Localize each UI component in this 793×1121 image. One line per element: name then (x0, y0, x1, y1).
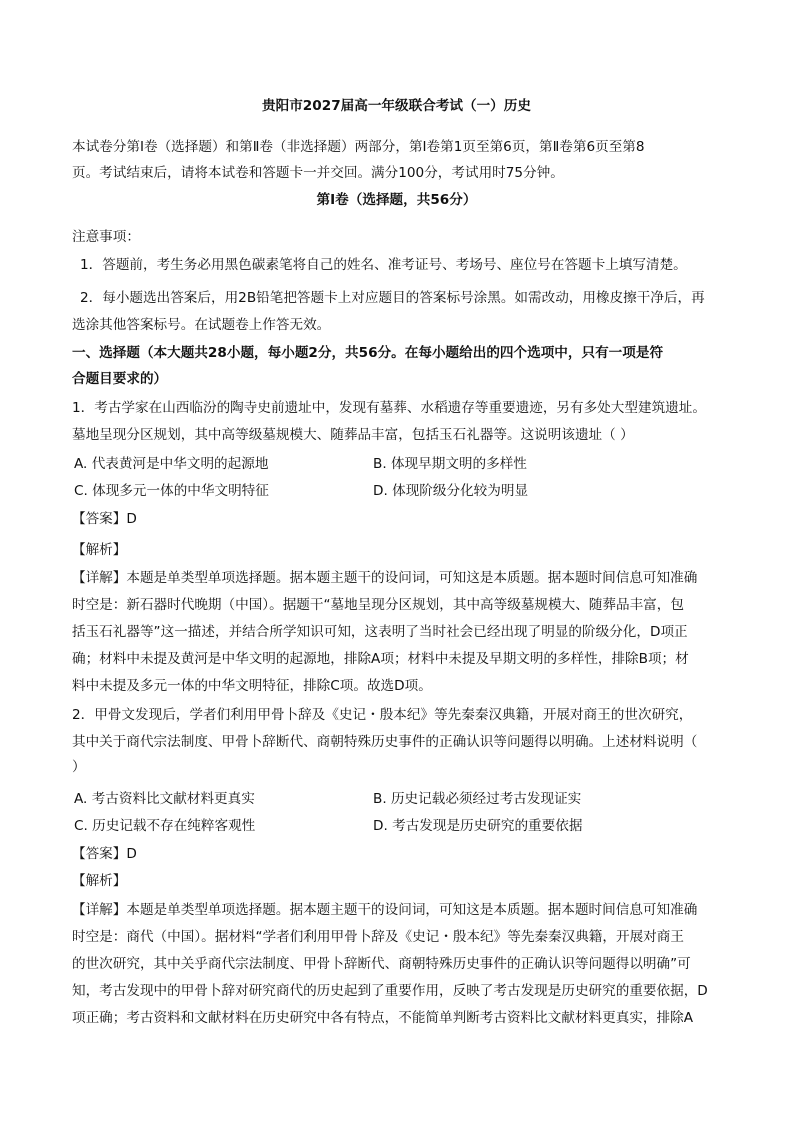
q2-detail-1: 【详解】本题是单类型单项选择题。据本题主题干的设问词，可知这是本质题。据本题时间信息可知准确 (72, 902, 698, 918)
q2-detail-2: 时空是：商代（中国）。据材料“学者们利用甲骨卜辞及《史记・殷本纪》等先秦秦汉典籍，开展对商王 (72, 929, 684, 945)
intro-line-2: 页。考试结束后，请将本试卷和答题卡一并交回。满分100分，考试用时75分钟。 (72, 165, 564, 181)
q2-option-c: C. 历史记载不存在纯粹客观性 (74, 818, 256, 834)
part1-title: 第Ⅰ卷（选择题，共56分） (316, 192, 477, 208)
q1-stem-1: 1．考古学家在山西临汾的陶寺史前遗址中，发现有墓葬、水稻遗存等重要遗迹，另有多处大型建筑遗址。 (72, 400, 706, 416)
note-2: 2．每小题选出答案后，用2B铅笔把答题卡上对应题目的答案标号涂黑。如需改动，用橡皮擦干净后，再 (80, 290, 705, 306)
q2-stem-3: ） (72, 759, 86, 775)
q1-detail-1: 【详解】本题是单类型单项选择题。据本题主题干的设问词，可知这是本质题。据本题时间信息可知准确 (72, 570, 698, 586)
q1-option-d: D. 体现阶级分化较为明显 (373, 483, 529, 499)
q1-detail-3: 括玉石礼器等”这一描述，并结合所学知识可知，这表明了当时社会已经出现了明显的阶级分化，D项正 (72, 624, 688, 640)
q1-detail-2: 时空是：新石器时代晚期（中国）。据题干“墓地呈现分区规划，其中高等级墓规模大、随葬品丰富，包 (72, 597, 684, 613)
note-1: 1．答题前，考生务必用黑色碳素笔将自己的姓名、准考证号、考场号、座位号在答题卡上填写清楚。 (80, 257, 687, 273)
q2-option-a: A. 考古资料比文献材料更真实 (74, 791, 255, 807)
q1-analysis-label: 【解析】 (72, 542, 127, 558)
intro-line-1: 本试卷分第Ⅰ卷（选择题）和第Ⅱ卷（非选择题）两部分，第Ⅰ卷第1页至第6页，第Ⅱ卷第6页至第8 (72, 139, 645, 155)
q2-detail-4: 知，考古发现中的甲骨卜辞对研究商代的历史起到了重要作用，反映了考古发现是历史研究的重要依据，D (72, 983, 708, 999)
q1-option-c: C. 体现多元一体的中华文明特征 (74, 483, 269, 499)
q2-stem-2: 其中关于商代宗法制度、甲骨卜辞断代、商朝特殊历史事件的正确认识等问题得以明确。上述材料说明（ (72, 734, 698, 750)
exam-title: 贵阳市2027届高一年级联合考试（一）历史 (262, 98, 531, 114)
q1-stem-2: 墓地呈现分区规划，其中高等级墓规模大、随葬品丰富，包括玉石礼器等。这说明该遗址（ ） (72, 427, 634, 443)
section1-line-2: 合题目要求的） (72, 371, 168, 387)
q1-detail-5: 料中未提及多元一体的中华文明特征，排除C项。故选D项。 (72, 678, 432, 694)
q2-option-d: D. 考古发现是历史研究的重要依据 (373, 818, 583, 834)
q2-analysis-label: 【解析】 (72, 873, 127, 889)
section1-line-1: 一、选择题（本大题共28小题，每小题2分，共56分。在每小题给出的四个选项中，只有一项是符 (72, 345, 664, 361)
q2-stem-1: 2．甲骨文发现后，学者们利用甲骨卜辞及《史记・殷本纪》等先秦秦汉典籍，开展对商王的世次研究， (72, 707, 693, 723)
q2-detail-3: 的世次研究，其中关乎商代宗法制度、甲骨卜辞断代、商朝特殊历史事件的正确认识等问题得以明确”可 (72, 956, 691, 972)
q2-option-b: B. 历史记载必须经过考古发现证实 (373, 791, 582, 807)
notes-heading: 注意事项： (72, 229, 140, 245)
q2-answer: 【答案】D (72, 846, 137, 862)
q1-detail-4: 确；材料中未提及黄河是中华文明的起源地，排除A项；材料中未提及早期文明的多样性，排除B项；材 (72, 651, 689, 667)
q2-detail-5: 项正确；考古资料和文献材料在历史研究中各有特点，不能简单判断考古资料比文献材料更真实，排除A (72, 1010, 694, 1026)
q1-answer: 【答案】D (72, 511, 137, 527)
note-2-cont: 选涂其他答案标号。在试题卷上作答无效。 (72, 317, 331, 333)
q1-option-a: A. 代表黄河是中华文明的起源地 (74, 456, 269, 472)
q1-option-b: B. 体现早期文明的多样性 (373, 456, 527, 472)
